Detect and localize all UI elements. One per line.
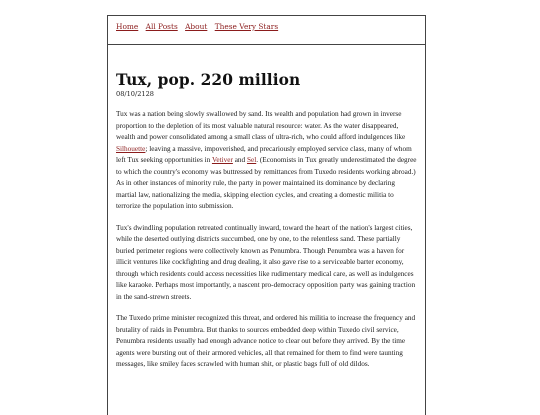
paragraph-3: The Tuxedo prime minister recognized this threat, and ordered his militia to increase the frequency and brutality of raids in Penumbra. But thanks to sources embedded deep within Tuxedo civil service, Penumbra residents usually had enough advance notice to clear out before they arrived. By the time agents were bursting out of their armored vehicles, all that remained for them to find were taunting messages, like smiley faces scrawled with human shit, or plastic bags full of old dildos. (116, 314, 416, 368)
post-content (108, 71, 425, 371)
post-title: Tux, pop. 220 million (116, 71, 301, 89)
paragraph-2: Tux's dwindling population retreated continually inward, toward the heart of the nation's largest cities, while the deserted outlying districts succumbed, one by one, to the relentless sand. These partially buried perimeter regions were collectively known as Penumbra. Though Penumbra was a haven for illicit ventures like cockfighting and drug dealing, it also gave rise to a serviceable barter economy, through which residents could access necessities like rudimentary medical care, as well as indulgences like karaoke. Perhaps most importantly, a nascent pro-democracy opposition party was gaining traction in the sand-strewn streets. (116, 223, 416, 301)
paragraph-1-text-b: ; leaving a massive, impoverished, and precariously employed service class, many of whom left Tux seeking opportunities in (116, 144, 412, 164)
nav-link-these-very-stars[interactable]: These Very Stars (214, 22, 279, 31)
paragraph-1-text-c: and (232, 156, 247, 164)
paragraph-1-text-d: . (Economists in Tux greatly underestimated the degree to which the country's economy was buttressed by remittances from Tuxedo residents working abroad.) As in other instances of minority rule, the party in power maintained its dominance by declaring martial law, nationalizing the media, skipping election cycles, and creating a domestic militia to terrorize the population into submission. (116, 156, 417, 210)
paragraph-1-text-a: Tux was a nation being slowly swallowed by sand. Its wealth and population had grown in inverse proportion to the depletion of its most valuable natural resource: water. As the water disappeared, wealth and power consolidated among a small class of ultra-rich, who could afford indulgences like (116, 110, 406, 141)
post-date: 08/10/2128 (116, 90, 155, 98)
paragraph-1 (116, 109, 417, 213)
link-sel[interactable]: Sel (246, 156, 257, 164)
link-vetiver[interactable]: Vetiver (211, 156, 233, 164)
top-nav (108, 16, 425, 45)
nav-link-home[interactable]: Home (116, 22, 139, 31)
page-frame (107, 15, 426, 415)
link-silhouette[interactable]: Silhouette (116, 144, 146, 153)
nav-link-about[interactable]: About (185, 22, 208, 31)
nav-link-all-posts[interactable]: All Posts (145, 22, 178, 31)
